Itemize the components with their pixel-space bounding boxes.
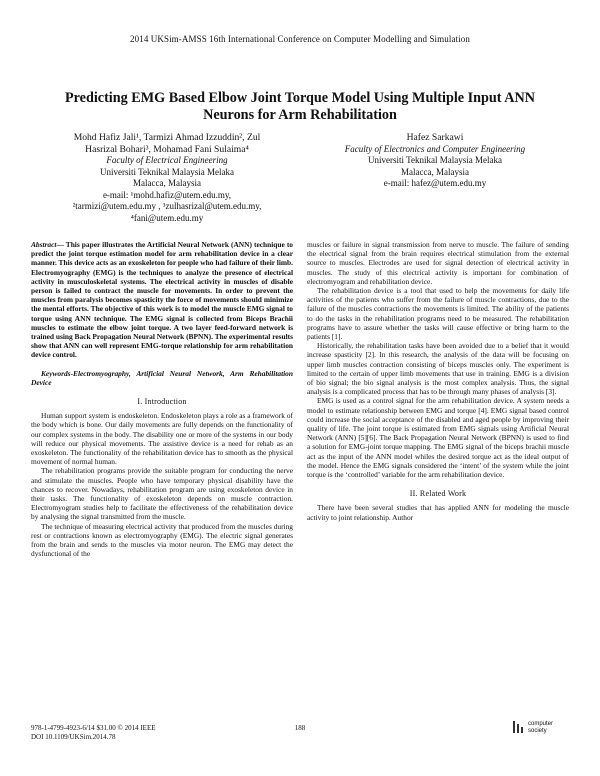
author-email-3: ⁴fani@utem.edu.my [130,212,204,223]
abstract [31,240,293,360]
author-names-line-2: Hasrizal Bohari³, Mohamad Fani Sulaima⁴ [85,143,249,155]
abstract-text: — This paper illustrates the Artificial Neural Network (ANN) technique to predict the joint torque estimation model for arm rehabilitation device in a clear manner. This device acts as an exoskeleton for people who had failure of their limb. Electromyography (EMG) is the techniques to analyze the presence of electrical activity in musculoskeletal systems. The electrical activity in muscles of disable person is failed to contract the muscle for movements. In order to prevent the muscles from paralysis becomes spasticity the force of movements should minimize the mental efforts. The objective of this work is to model the muscle EMG signal to torque using ANN technique. The EMG signal is collected from Biceps Brachii muscles to estimate the elbow joint torque. A two layer feed-forward network is trained using Back Propagation Neural Network (BPNN). The experimental results show that ANN can well represent EMG-torque relationship for arm rehabilitation device control. [31,240,293,360]
logo-text-line-2: society [528,727,547,734]
section-heading-introduction: I. Introduction [137,397,187,407]
footer-copyright [31,724,251,742]
society-logo-icon [512,719,526,735]
paragraph: EMG is used as a control signal for the arm rehabilitation device. A system needs a model to estimate relationship between EMG and torque [4]. EMG signal based control could increase the social acceptance of the disabled and aged people by improving their quality of life. The joint torque is estimated from EMG signals using Artificial Neural Network (ANN) [5][6]. The Back Propagation Neural Network (BPNN) is used to find a solution for EMG-joint torque mapping. The EMG signal of the biceps brachii muscle act as the input of the ANN model whiles the desired torque act as the ideal output of the model. Hence the EMG signals considered the ‘intent’ of the system while the joint torque is the ‘controlled’ variable for the arm rehabilitation device. [307,396,569,480]
abstract-label: Abstract [31,240,57,249]
author-names-line-1: Mohd Hafiz Jali¹, Tarmizi Ahmad Izzuddin², Zul [73,132,261,143]
paragraph: The rehabilitation programs provide the suitable program for conducting the nerve and stimulate the muscles. People who have temporary physical disability have the chances to recover. Nowadays, rehabilitation program are using exoskeleton device in their tasks. The functionality of exoskeleton depends on muscle contraction. Electromyogram studies help to facilitate the effectiveness of the rehabilitation device by analysing the signal transmitted from the muscle. [31,466,293,522]
author-university: Universiti Teknikal Malaysia Melaka [100,166,234,177]
paragraph: The technique of measuring electrical activity that produced from the muscles during rest or contractions known as electromyography (EMG). The electric signal generates from the brain and sends to the muscles via motor neuron. The EMG may detect the dysfunctional of the [31,521,293,559]
right-column [307,240,569,522]
author-name: Hafez Sarkawi [406,132,464,143]
title-line-1: Predicting EMG Based Elbow Joint Torque Model Using Multiple Input ANN [64,90,536,106]
author-location: Malacca, Malaysia [401,166,469,177]
footer-doi: DOI 10.1109/UKSim.2014.78 [31,733,116,741]
author-email-2: ²tarmizi@utem.edu.my , ³zulhasrizal@utem.edu.my, [72,201,262,211]
paper-title [40,90,560,124]
author-faculty: Faculty of Electrical Engineering [106,155,228,165]
keywords: Keywords-Electromyography, Artificial Neural Network, Arm Rehabilitation Device [31,368,293,387]
paragraph: The rehabilitation device is a tool that used to help the movements for daily life activities of the patients who suffer from the failure of muscle contractions, due to the failure of the muscles contractions the movements is limited. The ability of the patients to do the tasks in the rehabilitation programs need to be measured. The rehabilitation programs have to assure whether the tasks will cause effective or bring harm to the patients [1]. [307,286,569,342]
conference-header: 2014 UKSim-AMSS 16th International Conference on Computer Modelling and Simulation [130,34,470,44]
page-number: 188 [294,724,306,732]
author-email: e-mail: hafez@utem.edu.my [383,178,487,188]
author-faculty: Faculty of Electronics and Computer Engineering [344,143,526,154]
author-block-left [46,132,288,224]
title-line-2: Neurons for Arm Rehabilitation [203,107,397,123]
footer-isbn: 978-1-4799-4923-6/14 $31.00 © 2014 IEEE [31,724,156,732]
paragraph: Historically, the rehabilitation tasks have been avoided due to a belief that it would increase spasticity [2]. In this research, the analysis of the data will be focusing on upper limb muscles contraction consisting of biceps muscles only. The experiment is limited to the certain of upper limb movements that use in training. EMG is a division of bio signal; the bio signal analysis is the most complex analysis. Thus, the signal analysis is a complicated process that has to be through many phases of analysis [3]. [307,341,569,397]
paragraph: muscles or failure in signal transmission from nerve to muscle. The failure of sending the electrical signal from the brain requires electrical stimulation from the external source to muscles. Electrodes are used for signal detection of electrical activity in muscles. The study of this electrical activity is important for combination of electromyogram and rehabilitation device. [307,240,569,286]
paragraph: There have been several studies that has applied ANN for modeling the muscle activity to joint relationship. Author [307,503,569,522]
author-university: Universiti Teknikal Malaysia Melaka [368,155,502,165]
section-heading-related-work: II. Related Work [409,489,467,499]
paragraph: Human support system is endoskeleton. Endoskeleton plays a role as a framework of the body which is bone. Our daily movements are fully depends on the functionality of our complex systems in the body. The disability one or more of the systems in our body will reduce our physical movements. The assistive device is a need for rehab as an exoskeleton. The functionality of the rehabilitation device has to smooth as the physical movement of normal human. [31,411,293,467]
left-column [31,240,293,559]
logo-text-line-1: computer [528,721,554,727]
author-block-right [312,132,558,190]
author-location: Malacca, Malaysia [133,178,201,188]
author-email-1: e-mail: ¹mohd.hafiz@utem.edu.my, [102,189,232,200]
